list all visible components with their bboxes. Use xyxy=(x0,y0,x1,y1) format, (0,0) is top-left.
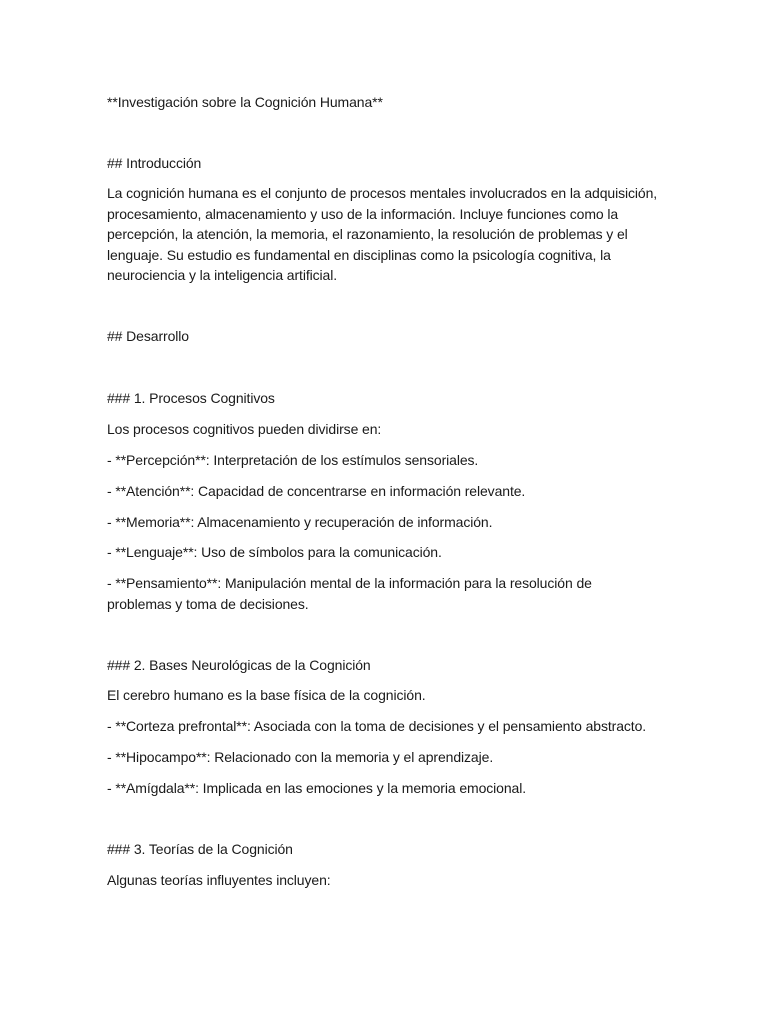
section2-heading: ### 2. Bases Neurológicas de la Cognición xyxy=(107,657,371,673)
list-item: - **Lenguaje**: Uso de símbolos para la comunicación. xyxy=(107,544,442,560)
intro-line: percepción, la atención, la memoria, el razonamiento, la resolución de problemas y el xyxy=(107,226,628,242)
section3-heading: ### 3. Teorías de la Cognición xyxy=(107,841,293,857)
list-item: - **Corteza prefrontal**: Asociada con la toma de decisiones y el pensamiento abstracto. xyxy=(107,718,647,734)
intro-paragraph xyxy=(107,183,667,286)
list-item: - **Amígdala**: Implicada en las emociones y la memoria emocional. xyxy=(107,780,527,796)
intro-heading: ## Introducción xyxy=(107,155,202,171)
intro-line: La cognición humana es el conjunto de procesos mentales involucrados en la adquisición, xyxy=(107,185,658,201)
list-item xyxy=(107,573,667,614)
section3-intro: Algunas teorías influyentes incluyen: xyxy=(107,872,331,888)
document-title: **Investigación sobre la Cognición Humana** xyxy=(107,94,383,110)
list-item: - **Hipocampo**: Relacionado con la memoria y el aprendizaje. xyxy=(107,749,494,765)
section1-heading: ### 1. Procesos Cognitivos xyxy=(107,390,275,406)
development-heading: ## Desarrollo xyxy=(107,328,189,344)
list-item: - **Atención**: Capacidad de concentrarse en información relevante. xyxy=(107,483,526,499)
list-item: - **Percepción**: Interpretación de los estímulos sensoriales. xyxy=(107,452,479,468)
intro-line: procesamiento, almacenamiento y uso de la información. Incluye funciones como la xyxy=(107,205,619,222)
list-item-line: - **Pensamiento**: Manipulación mental de la información para la resolución de xyxy=(107,575,592,591)
list-item: - **Memoria**: Almacenamiento y recuperación de información. xyxy=(107,514,493,530)
section2-intro: El cerebro humano es la base física de la cognición. xyxy=(107,687,426,703)
list-item-line: problemas y toma de decisiones. xyxy=(107,595,309,612)
section1-intro: Los procesos cognitivos pueden dividirse en: xyxy=(107,421,382,437)
intro-line: neurociencia y la inteligencia artificial. xyxy=(107,267,338,283)
intro-line: lenguaje. Su estudio es fundamental en disciplinas como la psicología cognitiva, la xyxy=(107,246,611,263)
